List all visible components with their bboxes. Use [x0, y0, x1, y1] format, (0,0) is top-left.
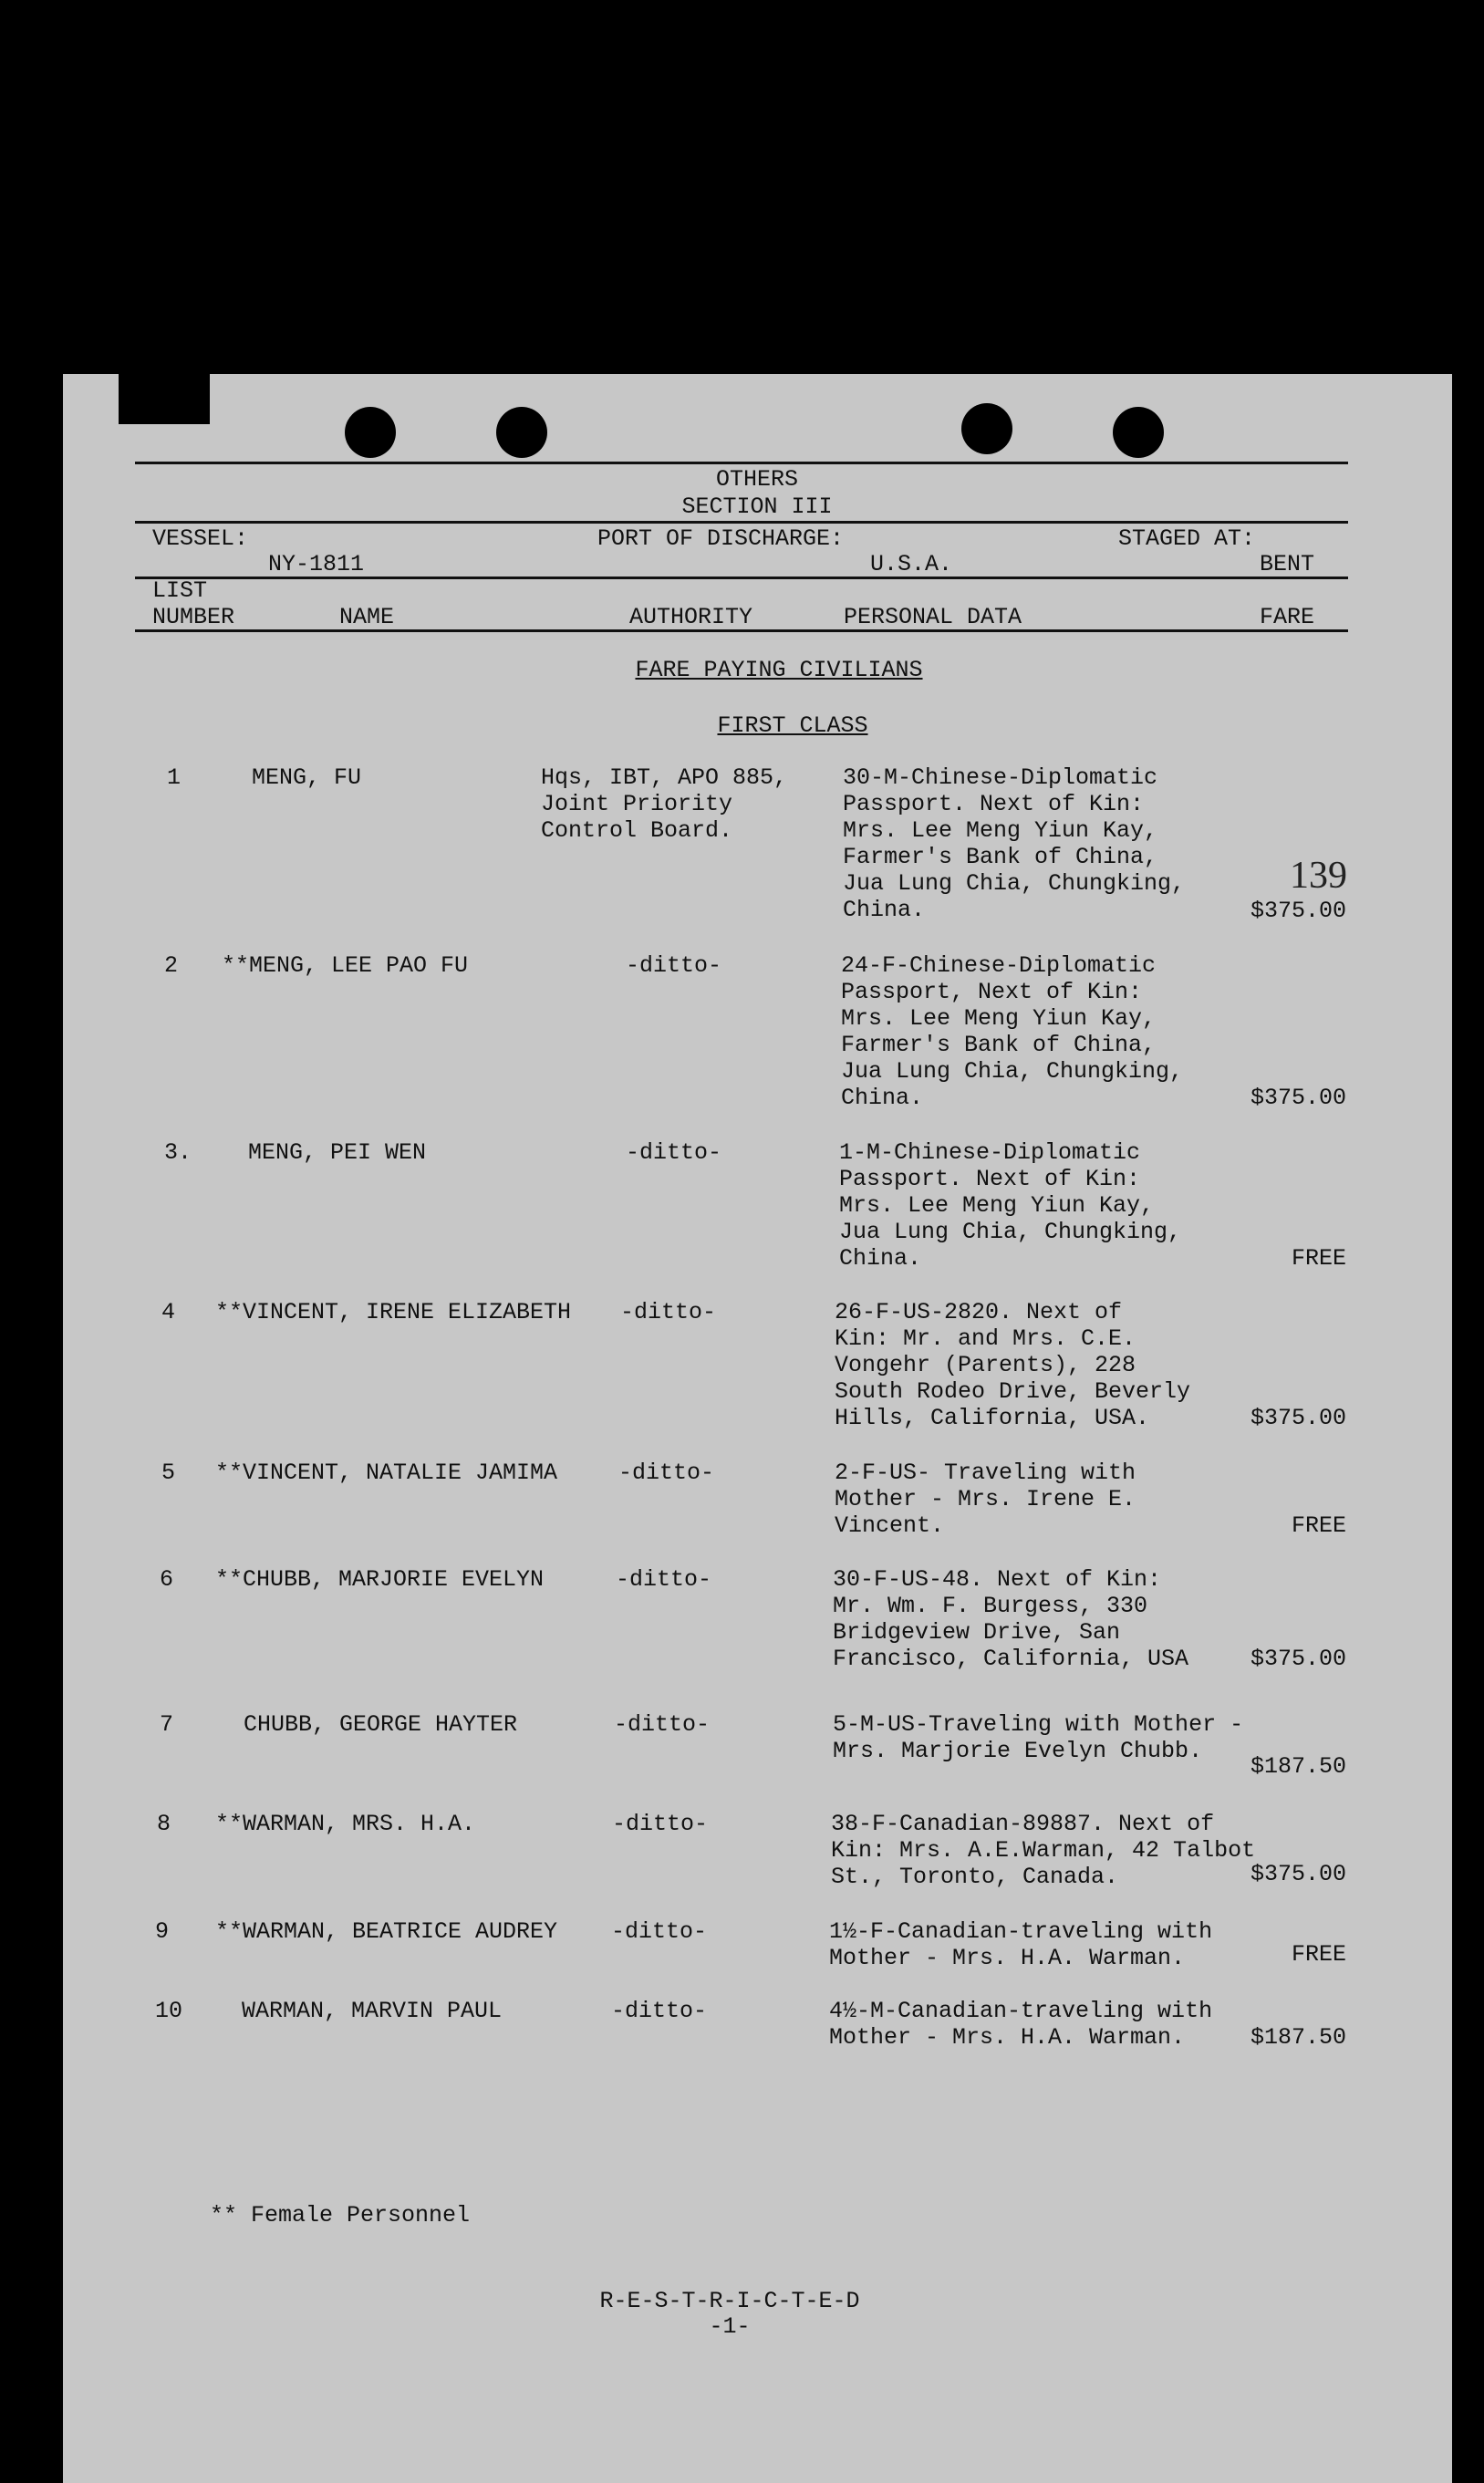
entry-personal-data: 2-F-US- Traveling with Mother - Mrs. Irene E. Vincent. — [835, 1460, 1136, 1539]
entry-personal-data: 38-F-Canadian-89887. Next of Kin: Mrs. A.E.Warman, 42 Talbot St., Toronto, Canada. — [831, 1811, 1256, 1890]
entry-personal-data: 30-F-US-48. Next of Kin: Mr. Wm. F. Burgess, 330 Bridgeview Drive, San Francisco, California, USA — [833, 1566, 1189, 1672]
entry-name: CHUBB, GEORGE HAYTER — [244, 1711, 518, 1738]
entry-personal-data: 4½-M-Canadian-traveling with Mother - Mrs. H.A. Warman. — [829, 1998, 1213, 2051]
entry-personal-data: 1-M-Chinese-Diplomatic Passport. Next of Kin: Mrs. Lee Meng Yiun Kay, Jua Lung Chia, Chungking, China. — [839, 1139, 1182, 1272]
header-rule-top — [135, 462, 1348, 464]
entry-name: **VINCENT, IRENE ELIZABETH — [215, 1299, 572, 1325]
entry-authority: -ditto- — [616, 1566, 712, 1593]
col-header-fare: FARE — [1260, 604, 1315, 630]
page-stamp-number: 139 — [1290, 855, 1347, 897]
entry-name: **WARMAN, BEATRICE AUDREY — [215, 1918, 558, 1945]
port-label: PORT OF DISCHARGE: — [597, 525, 845, 552]
entry-number: 1 — [167, 764, 182, 791]
entry-name: **VINCENT, NATALIE JAMIMA — [215, 1460, 558, 1486]
entry-name: **CHUBB, MARJORIE EVELYN — [215, 1566, 545, 1593]
entry-fare: $375.00 — [1250, 898, 1346, 924]
entry-fare: FREE — [1291, 1245, 1346, 1272]
entry-authority: -ditto- — [612, 1811, 709, 1837]
entry-fare: $187.50 — [1250, 2024, 1346, 2051]
entry-name: MENG, PEI WEN — [248, 1139, 427, 1166]
col-header-name: NAME — [339, 604, 395, 630]
col-header-personal-data: PERSONAL DATA — [844, 604, 1022, 630]
entry-name: WARMAN, MARVIN PAUL — [242, 1998, 503, 2024]
punch-hole — [496, 407, 547, 458]
punch-hole — [961, 403, 1012, 454]
col-header-number: NUMBER — [152, 604, 235, 630]
header-rule-section — [135, 521, 1348, 524]
entry-authority: -ditto- — [626, 952, 722, 979]
entry-fare: $187.50 — [1250, 1753, 1346, 1780]
entry-authority: -ditto- — [614, 1711, 711, 1738]
entry-name: **MENG, LEE PAO FU — [222, 952, 469, 979]
entry-personal-data: 5-M-US-Traveling with Mother - Mrs. Marjorie Evelyn Chubb. — [833, 1711, 1244, 1764]
entry-personal-data: 30-M-Chinese-Diplomatic Passport. Next of Kin: Mrs. Lee Meng Yiun Kay, Farmer's Bank of China, Jua Lung Chia, Chungking, China. — [843, 764, 1186, 923]
footnote: ** Female Personnel — [210, 2202, 471, 2228]
entry-authority: -ditto- — [620, 1299, 717, 1325]
entry-number: 5 — [161, 1460, 176, 1486]
page-tab-mark — [119, 374, 210, 424]
entry-name: **WARMAN, MRS. H.A. — [215, 1811, 476, 1837]
entry-fare: $375.00 — [1250, 1646, 1346, 1672]
entry-personal-data: 24-F-Chinese-Diplomatic Passport, Next of Kin: Mrs. Lee Meng Yiun Kay, Farmer's Bank of China, Jua Lung Chia, Chungking, China. — [841, 952, 1184, 1111]
section-number: SECTION III — [681, 493, 833, 520]
staged-value: BENT — [1260, 551, 1315, 577]
entry-personal-data: 26-F-US-2820. Next of Kin: Mr. and Mrs. C.E. Vongehr (Parents), 228 South Rodeo Drive, Beverly Hills, California, USA. — [835, 1299, 1191, 1431]
entry-number: 6 — [160, 1566, 174, 1593]
category-heading: FARE PAYING CIVILIANS — [635, 657, 923, 683]
entry-authority: Hqs, IBT, APO 885, Joint Priority Control Board. — [541, 764, 788, 844]
entry-fare: $375.00 — [1250, 1861, 1346, 1887]
entry-fare: $375.00 — [1250, 1405, 1346, 1431]
page-number: -1- — [709, 2313, 751, 2340]
entry-number: 8 — [157, 1811, 171, 1837]
entry-fare: FREE — [1291, 1512, 1346, 1539]
entry-fare: FREE — [1291, 1941, 1346, 1968]
entry-number: 7 — [160, 1711, 174, 1738]
entry-personal-data: 1½-F-Canadian-traveling with Mother - Mrs. H.A. Warman. — [829, 1918, 1213, 1971]
staged-label: STAGED AT: — [1118, 525, 1256, 552]
entry-authority: -ditto- — [611, 1998, 708, 2024]
entry-number: 10 — [155, 1998, 183, 2024]
entry-number: 9 — [155, 1918, 170, 1945]
entry-fare: $375.00 — [1250, 1085, 1346, 1111]
class-heading: FIRST CLASS — [717, 712, 868, 739]
entry-number: 3. — [164, 1139, 192, 1166]
punch-hole — [345, 407, 396, 458]
col-header-authority: AUTHORITY — [629, 604, 753, 630]
entry-number: 4 — [161, 1299, 176, 1325]
classification-footer: R-E-S-T-R-I-C-T-E-D — [599, 2288, 860, 2314]
vessel-label: VESSEL: — [152, 525, 249, 552]
vessel-value: NY-1811 — [268, 551, 365, 577]
entry-authority: -ditto- — [611, 1918, 708, 1945]
col-header-list: LIST — [152, 577, 208, 604]
entry-authority: -ditto- — [618, 1460, 715, 1486]
entry-authority: -ditto- — [626, 1139, 722, 1166]
punch-hole — [1113, 407, 1164, 458]
port-value: U.S.A. — [870, 551, 953, 577]
entry-name: MENG, FU — [252, 764, 362, 791]
entry-number: 2 — [164, 952, 179, 979]
section-title: OTHERS — [715, 466, 798, 493]
